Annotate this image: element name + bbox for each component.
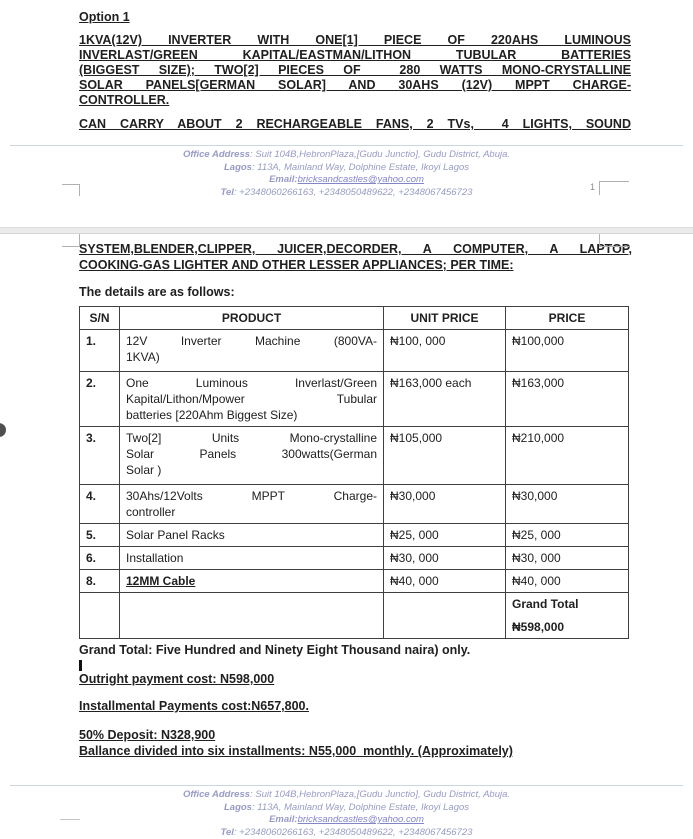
product-line: 12V Inverter Machine (800VA- (126, 333, 377, 349)
quote-table (79, 306, 629, 639)
cell-unit-price: ₦100, 000 (384, 330, 506, 372)
cell-grand-total (506, 593, 629, 639)
footer-tel-label: Tel (221, 187, 234, 198)
footer-email-label: Email: (269, 814, 298, 825)
footer-office-text: : Suit 104B,HebronPlaza,[Gudu Junctio], Gudu District, Abuja. (250, 789, 510, 800)
cell-product (120, 524, 384, 547)
product-line: 12MM Cable (126, 573, 377, 589)
table-row (80, 547, 629, 570)
cell-unit-price-empty (384, 593, 506, 639)
table-total-row (80, 593, 629, 639)
cell-product (120, 485, 384, 524)
text-cursor (79, 660, 82, 671)
cell-product (120, 372, 384, 427)
page-break-gap (0, 227, 693, 234)
cell-unit-price: ₦40, 000 (384, 570, 506, 593)
footer-tel-text: : +2348060266163, +2348050489622, +2348067456723 (234, 827, 473, 838)
header-sn: S/N (80, 307, 120, 330)
cell-unit-price: ₦30, 000 (384, 547, 506, 570)
continuation-line: COOKING-GAS LIGHTER AND OTHER LESSER APPLIANCES; PER TIME: (79, 257, 632, 273)
footer-email-label: Email: (269, 174, 298, 185)
cell-price: ₦30, 000 (506, 547, 629, 570)
footer-lagos-address (0, 802, 693, 815)
footer-lagos-label: Lagos (224, 802, 252, 813)
margin-corner-mark (599, 234, 629, 247)
cell-price: ₦25, 000 (506, 524, 629, 547)
product-line: Installation (126, 550, 377, 566)
footer-tel-text: : +2348060266163, +2348050489622, +2348067456723 (234, 187, 473, 198)
margin-corner-mark (599, 181, 629, 195)
footer-tel-label: Tel (221, 827, 234, 838)
can-carry-line: CAN CARRY ABOUT 2 RECHARGEABLE FANS, 2 TVs, 4 LIGHTS, SOUND (79, 117, 631, 132)
cell-product (120, 330, 384, 372)
cell-price: ₦210,000 (506, 427, 629, 485)
continuation-line: SYSTEM,BLENDER,CLIPPER, JUICER,DECORDER, A COMPUTER, A LAPTOP, (79, 241, 632, 257)
table-row (80, 485, 629, 524)
page-number: 1 (590, 182, 595, 192)
grand-total-label: Grand Total (512, 596, 622, 612)
cell-product (120, 547, 384, 570)
intro-paragraph (79, 33, 631, 108)
footer-email-link[interactable]: bricksandcastles@yahoo.com (298, 814, 424, 825)
product-line: One Luminous Inverlast/Green (126, 375, 377, 391)
page-1-content (0, 0, 693, 132)
footer-office-address (0, 789, 693, 802)
cell-sn-empty (80, 593, 120, 639)
product-line: batteries [220Ahm Biggest Size) (126, 407, 377, 423)
intro-line: INVERLAST/GREEN KAPITAL/EASTMAN/LITHON TUBULAR BATTERIES (79, 48, 631, 63)
cell-product-empty (120, 593, 384, 639)
table-row (80, 372, 629, 427)
cell-unit-price: ₦105,000 (384, 427, 506, 485)
header-unit-price: UNIT PRICE (384, 307, 506, 330)
outright-payment-line: Outright payment cost: N598,000 (79, 672, 632, 687)
margin-corner-mark (60, 819, 80, 820)
cell-sn: 8. (80, 570, 120, 593)
details-label: The details are as follows: (79, 285, 632, 299)
cell-sn: 2. (80, 372, 120, 427)
cell-price: ₦40, 000 (506, 570, 629, 593)
cell-price: ₦100,000 (506, 330, 629, 372)
footer-tel (0, 827, 693, 839)
footer-lagos-text: : 113A, Mainland Way, Dolphine Estate, Ikoyi Lagos (252, 162, 469, 173)
footer-lagos-label: Lagos (224, 162, 252, 173)
page-2-content (0, 234, 693, 759)
cell-sn: 4. (80, 485, 120, 524)
balance-line: Ballance divided into six installments: N55,000 monthly. (Approximately) (79, 744, 632, 759)
margin-corner-mark (62, 234, 80, 247)
footer-lagos-text: : 113A, Mainland Way, Dolphine Estate, Ikoyi Lagos (252, 802, 469, 813)
cell-product (120, 570, 384, 593)
page-2 (0, 234, 693, 826)
table-row (80, 427, 629, 485)
table-row (80, 570, 629, 593)
continuation-paragraph (79, 241, 632, 273)
cell-sn: 1. (80, 330, 120, 372)
cell-price: ₦163,000 (506, 372, 629, 427)
page-1 (0, 0, 693, 227)
intro-line: 1KVA(12V) INVERTER WITH ONE[1] PIECE OF 220AHS LUMINOUS (79, 33, 631, 48)
footer-office-text: : Suit 104B,HebronPlaza,[Gudu Junctio], Gudu District, Abuja. (250, 149, 510, 160)
header-product: PRODUCT (120, 307, 384, 330)
can-carry-paragraph (79, 117, 631, 132)
cell-sn: 3. (80, 427, 120, 485)
cell-unit-price: ₦163,000 each (384, 372, 506, 427)
footer-office-label: Office Address (183, 149, 250, 160)
grand-total-words: Grand Total: Five Hundred and Ninety Eight Thousand naira) only. (79, 643, 632, 658)
table-row (80, 330, 629, 372)
grand-total-amount: ₦598,000 (512, 619, 622, 635)
cell-product (120, 427, 384, 485)
footer-separator (10, 785, 683, 786)
product-line: Two[2] Units Mono-crystalline (126, 430, 377, 446)
page-2-footer (0, 785, 693, 839)
product-line: Solar Panels 300watts(German (126, 446, 377, 462)
cell-unit-price: ₦30,000 (384, 485, 506, 524)
intro-line: (BIGGEST SIZE); TWO[2] PIECES OF 280 WATTS MONO-CRYSTALLINE (79, 63, 631, 78)
deposit-line: 50% Deposit: N328,900 (79, 728, 632, 743)
product-line: 30Ahs/12Volts MPPT Charge- (126, 488, 377, 504)
product-line: controller (126, 504, 377, 520)
table-row (80, 524, 629, 547)
footer-separator (10, 145, 683, 146)
table-header-row (80, 307, 629, 330)
footer-office-address (0, 149, 693, 162)
intro-line: SOLAR PANELS[GERMAN SOLAR] AND 30AHS (12V) MPPT CHARGE- (79, 78, 631, 93)
margin-corner-mark (62, 184, 80, 196)
cell-sn: 6. (80, 547, 120, 570)
footer-lagos-address (0, 162, 693, 175)
header-price: PRICE (506, 307, 629, 330)
footer-email-link[interactable]: bricksandcastles@yahoo.com (298, 174, 424, 185)
cell-price: ₦30,000 (506, 485, 629, 524)
cell-unit-price: ₦25, 000 (384, 524, 506, 547)
product-line: 1KVA) (126, 349, 377, 365)
footer-email (0, 814, 693, 827)
summary-section (79, 643, 632, 759)
cell-sn: 5. (80, 524, 120, 547)
product-line: Solar ) (126, 462, 377, 478)
product-line: Kapital/Lithon/Mpower Tubular (126, 391, 377, 407)
footer-office-label: Office Address (183, 789, 250, 800)
product-line: Solar Panel Racks (126, 527, 377, 543)
option-title: Option 1 (79, 10, 130, 24)
installmental-payment-line: Installmental Payments cost:N657,800. (79, 699, 632, 714)
intro-line: CONTROLLER. (79, 93, 631, 108)
